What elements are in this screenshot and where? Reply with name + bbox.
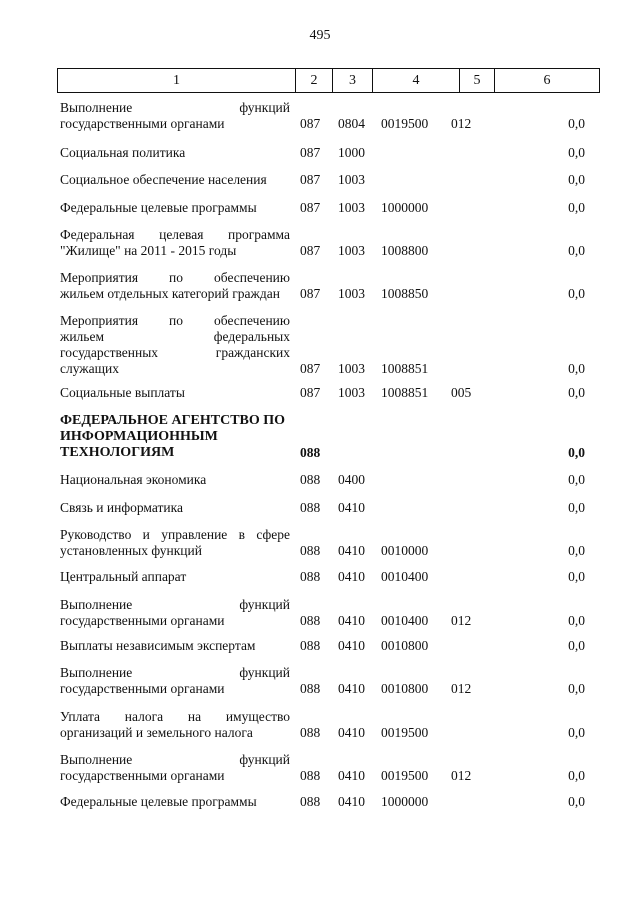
cell-col4: 0010000 [381,543,429,558]
cell-col6: 0,0 [568,286,585,301]
column-header-1: 1 [58,69,296,92]
row-description [60,100,290,132]
cell-col2: 088 [300,768,321,783]
row-description [60,665,290,697]
row-description-line: государственными органами [60,768,225,783]
cell-col2: 088 [300,543,321,558]
row-description-line: государственных гражданских [60,345,290,360]
cell-col2: 087 [300,361,321,376]
row-description-line: Национальная экономика [60,472,207,487]
row-description [60,172,290,188]
column-header-2: 2 [296,69,333,92]
row-description [60,270,290,302]
row-description-line: Выполнение функций [60,100,290,115]
cell-col4: 1008851 [381,385,429,400]
row-description [60,500,290,516]
row-description-line: Выплаты независимым экспертам [60,638,256,653]
column-header-3: 3 [333,69,373,92]
row-description [60,413,290,461]
column-header-6: 6 [543,73,551,88]
cell-col4: 0010400 [381,569,429,584]
cell-col6: 0,0 [568,794,585,809]
cell-col6: 0,0 [568,243,585,258]
cell-col2: 087 [300,385,321,400]
row-description-line: служащих [60,361,119,376]
cell-col3: 0410 [338,725,365,740]
cell-col4: 0019500 [381,768,429,783]
cell-col6: 0,0 [568,725,585,740]
cell-col6: 0,0 [568,145,585,160]
row-description-line: Мероприятия по обеспечению [60,313,290,328]
cell-col4: 0010800 [381,681,429,696]
page-number: 495 [309,28,331,43]
cell-col2: 088 [300,725,321,740]
cell-col4: 1000000 [381,794,429,809]
row-description [60,527,290,559]
row-description [60,385,290,401]
cell-col5: 005 [451,385,472,400]
row-description-line: Социальные выплаты [60,385,185,400]
row-description-line: Выполнение функций [60,597,290,612]
column-header-row [57,68,600,93]
cell-col3: 0410 [338,569,365,584]
cell-col6: 0,0 [568,472,585,487]
cell-col5: 012 [451,613,472,628]
cell-col6: 0,0 [568,445,585,460]
row-description [60,145,290,161]
cell-col6: 0,0 [568,200,585,215]
row-description [60,709,290,741]
row-description-line: Социальная политика [60,145,186,160]
cell-col2: 088 [300,794,321,809]
row-description-line: Связь и информатика [60,500,183,515]
row-description [60,597,290,629]
cell-col4: 0010400 [381,613,429,628]
cell-col6: 0,0 [568,500,585,515]
row-description-line: Центральный аппарат [60,569,187,584]
cell-col2: 087 [300,286,321,301]
row-description [60,200,290,216]
cell-col2: 087 [300,172,321,187]
row-description-line: ТЕХНОЛОГИЯМ [60,445,175,460]
cell-col3: 0804 [338,116,365,131]
row-description-line: государственными органами [60,613,225,628]
cell-col6: 0,0 [568,385,585,400]
row-description [60,794,290,810]
cell-col3: 1003 [338,172,365,187]
cell-col3: 0410 [338,768,365,783]
cell-col2: 088 [300,472,321,487]
cell-col4: 1008851 [381,361,429,376]
cell-col5: 012 [451,681,472,696]
cell-col6: 0,0 [568,543,585,558]
cell-col4: 0010800 [381,638,429,653]
cell-col3: 1003 [338,286,365,301]
cell-col2: 087 [300,145,321,160]
cell-col3: 0410 [338,543,365,558]
row-description-line: государственными органами [60,681,225,696]
cell-col4: 1008800 [381,243,429,258]
cell-col3: 0410 [338,638,365,653]
row-description [60,569,290,585]
cell-col6: 0,0 [568,768,585,783]
row-description [60,227,290,259]
row-description-line: Федеральная целевая программа [60,227,290,242]
row-description-line: ИНФОРМАЦИОННЫМ [60,429,218,444]
row-description-line: Уплата налога на имущество [60,709,290,724]
cell-col5: 012 [451,768,472,783]
cell-col3: 1003 [338,200,365,215]
cell-col3: 0410 [338,613,365,628]
row-description-line: Мероприятия по обеспечению [60,270,290,285]
cell-col2: 088 [300,638,321,653]
cell-col4: 1000000 [381,200,429,215]
row-description [60,313,290,377]
row-description-line: "Жилище" на 2011 - 2015 годы [60,243,237,258]
cell-col2: 088 [300,613,321,628]
row-description-line: Федеральные целевые программы [60,200,257,215]
cell-col4: 1008850 [381,286,429,301]
cell-col3: 0410 [338,500,365,515]
cell-col3: 1000 [338,145,365,160]
cell-col2: 088 [300,569,321,584]
cell-col3: 0410 [338,681,365,696]
column-header-4: 4 [373,69,460,92]
row-description [60,752,290,784]
row-description-line: Руководство и управление в сфере [60,527,290,542]
cell-col2: 087 [300,200,321,215]
cell-col3: 1003 [338,385,365,400]
row-description [60,472,290,488]
row-description-line: организаций и земельного налога [60,725,253,740]
row-description-line: жильем федеральных [60,329,290,344]
cell-col6: 0,0 [568,681,585,696]
cell-col2: 088 [300,500,321,515]
row-description-line: государственными органами [60,116,225,131]
cell-col6: 0,0 [568,569,585,584]
cell-col6: 0,0 [568,361,585,376]
row-description-line: Федеральные целевые программы [60,794,257,809]
row-description-line: ФЕДЕРАЛЬНОЕ АГЕНТСТВО ПО [60,413,286,428]
cell-col6: 0,0 [568,116,585,131]
cell-col3: 0400 [338,472,365,487]
cell-col3: 1003 [338,361,365,376]
cell-col2: 088 [300,445,321,460]
cell-col3: 1003 [338,243,365,258]
cell-col2: 087 [300,243,321,258]
cell-col2: 088 [300,681,321,696]
row-description-line: Социальное обеспечение населения [60,172,267,187]
column-header-5: 5 [460,69,495,92]
cell-col4: 0019500 [381,116,429,131]
row-description [60,638,290,654]
row-description-line: Выполнение функций [60,752,290,767]
row-description-line: установленных функций [60,543,202,558]
cell-col5: 012 [451,116,472,131]
row-description-line: жильем отдельных категорий граждан [60,286,280,301]
cell-col6: 0,0 [568,638,585,653]
cell-col6: 0,0 [568,613,585,628]
cell-col4: 0019500 [381,725,429,740]
cell-col6: 0,0 [568,172,585,187]
row-description-line: Выполнение функций [60,665,290,680]
cell-col2: 087 [300,116,321,131]
cell-col3: 0410 [338,794,365,809]
